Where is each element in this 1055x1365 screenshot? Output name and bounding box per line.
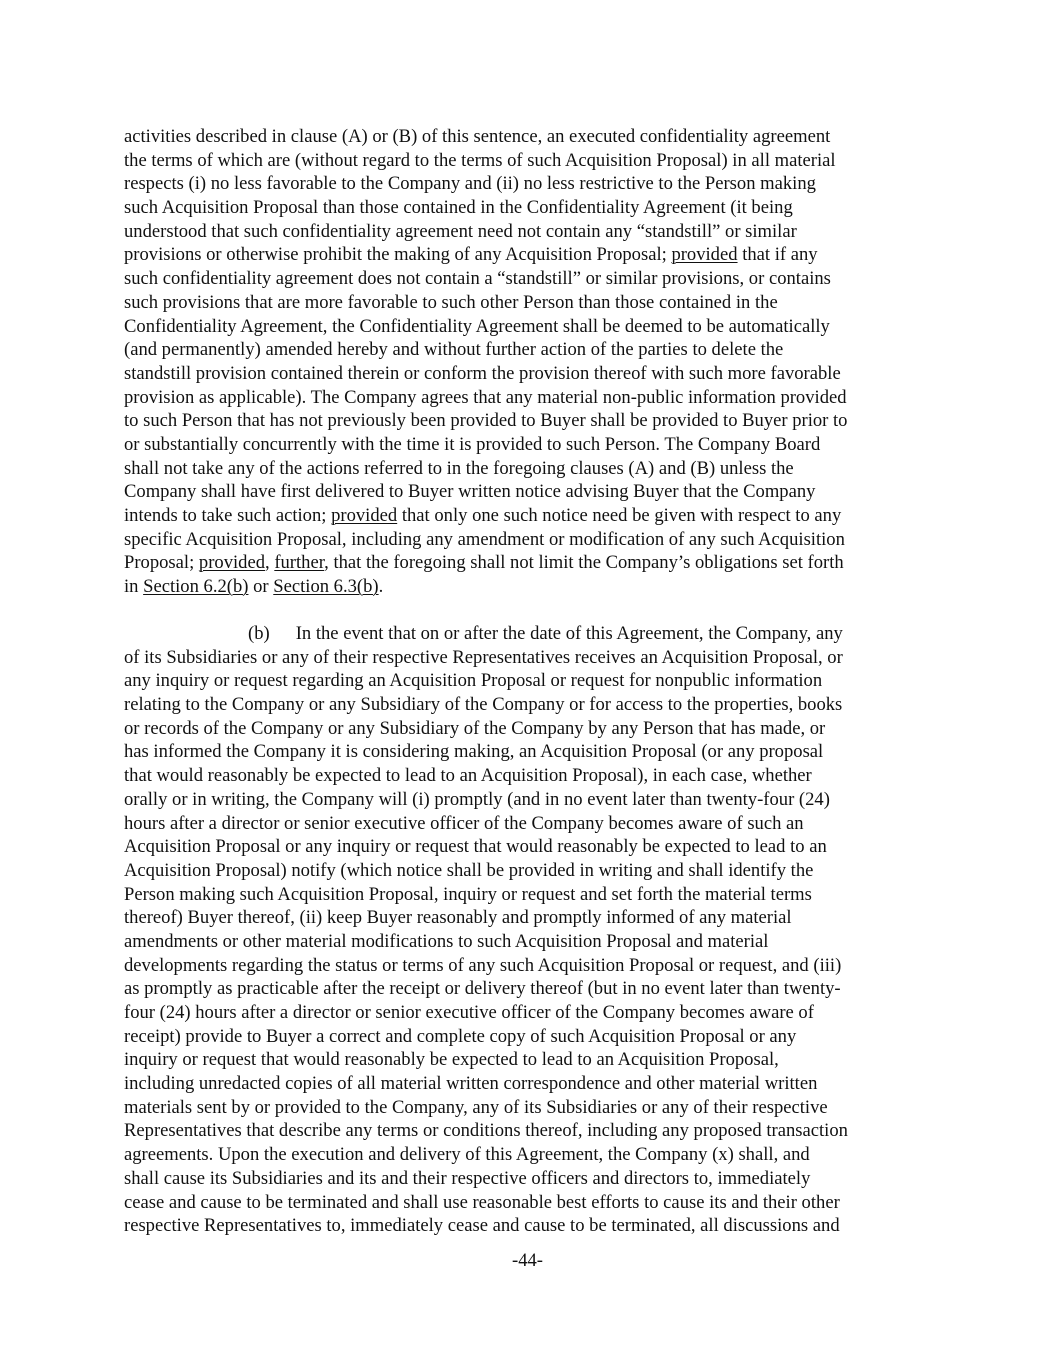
underlined-term: provided xyxy=(331,505,398,526)
paragraph-continuation xyxy=(124,125,934,599)
text-line xyxy=(124,551,934,575)
text-run: provisions or otherwise prohibit the making of any Acquisition Proposal; xyxy=(124,244,672,266)
text-line: four (24) hours after a director or senior executive officer of the Company becomes aware of xyxy=(124,1002,814,1023)
text-line xyxy=(124,504,934,528)
text-line: inquiry or request that would reasonably be expected to lead to an Acquisition Proposal, xyxy=(124,1049,779,1071)
text-line: orally or in writing, the Company will (i) promptly (and in no event later than twenty-four (24) xyxy=(124,788,830,810)
text-line: such Acquisition Proposal than those contained in the Confidentiality Agreement (it being xyxy=(124,197,793,219)
text-line: shall not take any of the actions referred to in the foregoing clauses (A) and (B) unless the xyxy=(124,457,794,479)
text-run: . xyxy=(378,576,384,598)
text-run: , xyxy=(265,552,275,574)
text-run: intends to take such action; xyxy=(124,505,332,526)
underlined-term: provided xyxy=(198,552,266,574)
text-line: developments regarding the status or terms of any such Acquisition Proposal or request, and (iii) xyxy=(124,954,842,976)
text-line: standstill provision contained therein or conform the provision thereof with such more favorable xyxy=(124,362,841,384)
text-run: or xyxy=(248,576,274,598)
text-line: to such Person that has not previously been provided to Buyer shall be provided to Buyer prior to xyxy=(124,410,848,432)
text-line: (and permanently) amended hereby and without further action of the parties to delete the xyxy=(124,339,784,361)
text-line: the terms of which are (without regard to the terms of such Acquisition Proposal) in all material xyxy=(124,149,836,171)
text-line xyxy=(124,622,934,646)
text-line: such provisions that are more favorable to such other Person than those contained in the xyxy=(124,291,778,313)
text-line: that would reasonably be expected to lead to an Acquisition Proposal), in each case, whether xyxy=(124,765,812,787)
text-run: , that the foregoing shall not limit the Company’s obligations set forth xyxy=(324,552,844,574)
text-line: amendments or other material modifications to such Acquisition Proposal and material xyxy=(124,930,769,952)
text-line: specific Acquisition Proposal, including any amendment or modification of any such Acquisition xyxy=(124,528,845,550)
text-line xyxy=(124,243,934,267)
text-line: hours after a director or senior executive officer of the Company becomes aware of such an xyxy=(124,812,804,834)
text-line: agreements. Upon the execution and delivery of this Agreement, the Company (x) shall, and xyxy=(124,1144,810,1166)
text-line: thereof) Buyer thereof, (ii) keep Buyer reasonably and promptly informed of any material xyxy=(124,907,792,929)
text-line: as promptly as practicable after the receipt or delivery thereof (but in no event later than twenty- xyxy=(124,978,841,1000)
text-line: or records of the Company or any Subsidiary of the Company by any Person that has made, or xyxy=(124,717,826,739)
text-line: Representatives that describe any terms or conditions thereof, including any proposed transaction xyxy=(124,1120,848,1142)
clause-marker: (b) xyxy=(248,623,270,644)
text-line: respective Representatives to, immediately cease and cause to be terminated, all discussions and xyxy=(124,1215,840,1237)
text-run: that only one such notice need be given with respect to any xyxy=(397,505,842,526)
text-line: Acquisition Proposal or any inquiry or request that would reasonably be expected to lead to an xyxy=(124,836,827,858)
text-line: any inquiry or request regarding an Acquisition Proposal or request for nonpublic information xyxy=(124,670,823,692)
text-line: Confidentiality Agreement, the Confidentiality Agreement shall be deemed to be automatically xyxy=(124,315,830,337)
text-line: such confidentiality agreement does not contain a “standstill” or similar provisions, or contains xyxy=(124,268,831,290)
text-line: Company shall have first delivered to Buyer written notice advising Buyer that the Company xyxy=(124,481,816,503)
section-reference: Section 6.3(b) xyxy=(273,576,379,598)
text-line xyxy=(124,575,934,599)
text-run: in xyxy=(124,576,144,598)
underlined-term: provided xyxy=(671,244,738,266)
text-line: Person making such Acquisition Proposal, inquiry or request and set forth the material terms xyxy=(124,883,812,905)
text-line: materials sent by or provided to the Company, any of its Subsidiaries or any of their respective xyxy=(124,1096,828,1118)
text-line: Acquisition Proposal) notify (which notice shall be provided in writing and shall identify the xyxy=(124,859,814,881)
paragraph-b xyxy=(124,622,934,1238)
text-run: In the event that on or after the date of this Agreement, the Company, any xyxy=(295,623,843,644)
text-run: that if any xyxy=(737,244,818,266)
text-line: relating to the Company or any Subsidiary of the Company or for access to the properties, books xyxy=(124,694,843,716)
text-line: activities described in clause (A) or (B) of this sentence, an executed confidentiality agreement xyxy=(124,126,831,147)
text-line: or substantially concurrently with the time it is provided to such Person. The Company Board xyxy=(124,433,821,455)
text-line: understood that such confidentiality agreement need not contain any “standstill” or similar xyxy=(124,220,797,242)
section-reference: Section 6.2(b) xyxy=(143,576,249,598)
text-line: has informed the Company it is considering making, an Acquisition Proposal (or any proposal xyxy=(124,741,824,763)
text-line: receipt) provide to Buyer a correct and complete copy of such Acquisition Proposal or any xyxy=(124,1025,797,1047)
text-line: respects (i) no less favorable to the Company and (ii) no less restrictive to the Person making xyxy=(124,173,816,195)
text-line: including unredacted copies of all material written correspondence and other material written xyxy=(124,1073,818,1095)
text-line: of its Subsidiaries or any of their respective Representatives receives an Acquisition Proposal, or xyxy=(124,646,843,668)
text-line: shall cause its Subsidiaries and its and their respective officers and directors to, immediately xyxy=(124,1167,811,1189)
text-line: cease and cause to be terminated and shall use reasonable best efforts to cause its and their other xyxy=(124,1191,840,1213)
page-number: -44- xyxy=(512,1250,543,1271)
underlined-term: further xyxy=(274,552,325,574)
text-run: Proposal; xyxy=(124,552,199,574)
text-line: provision as applicable). The Company agrees that any material non-public information provided xyxy=(124,386,847,408)
